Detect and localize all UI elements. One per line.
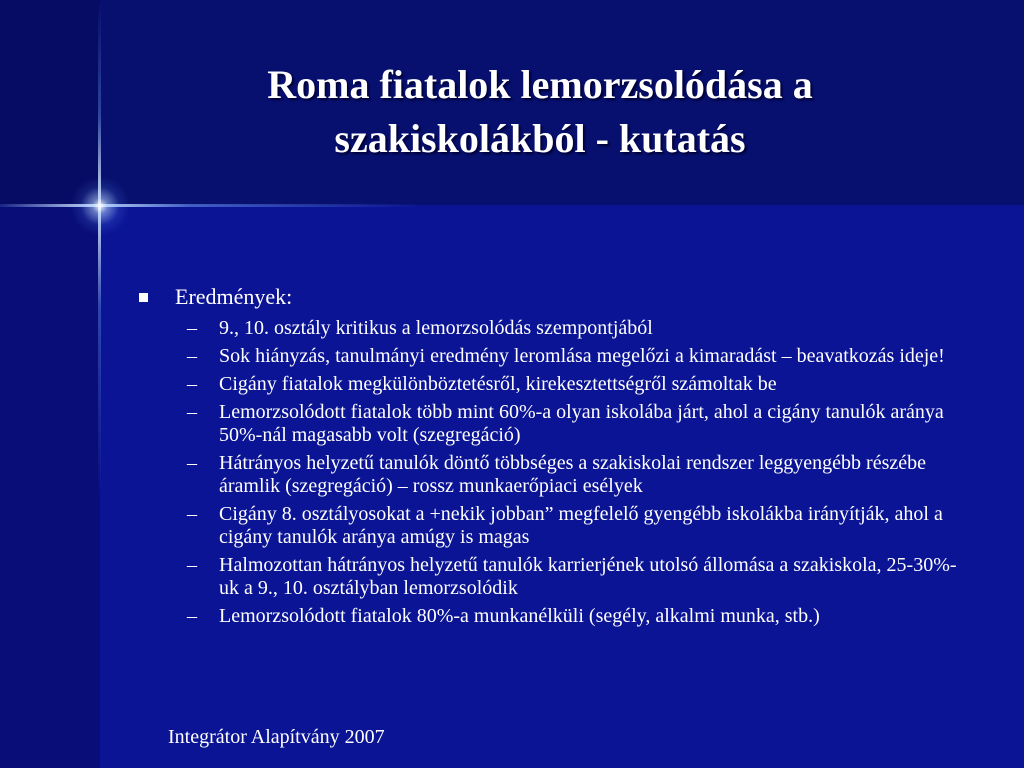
sub-bullet-item (135, 605, 975, 628)
slide-title-line-1: Roma fiatalok lemorzsolódása a (267, 62, 813, 107)
light-flare-vertical (98, 0, 101, 768)
sub-bullet-item (135, 373, 975, 396)
sub-bullet-item (135, 345, 975, 368)
sub-bullet-item (135, 503, 975, 549)
main-bullet-text: Eredmények: (175, 284, 293, 309)
slide-content (135, 283, 975, 633)
light-flare-star-icon (70, 176, 130, 236)
square-bullet-icon (139, 293, 148, 302)
dash-bullet: – (187, 452, 197, 474)
slide-title (110, 58, 970, 166)
dash-bullet: – (187, 503, 197, 525)
sub-bullet-text: Lemorzsolódott fiatalok 80%-a munkanélküli (segély, alkalmi munka, stb.) (219, 605, 820, 627)
sub-bullet-text: 9., 10. osztály kritikus a lemorzsolódás szempontjából (219, 317, 653, 339)
sub-bullet-item (135, 317, 975, 340)
dash-bullet: – (187, 401, 197, 423)
dash-bullet: – (187, 317, 197, 339)
sub-bullet-text: Cigány fiatalok megkülönböztetésről, kirekesztettségről számoltak be (219, 373, 777, 395)
dash-bullet: – (187, 373, 197, 395)
sub-bullet-text: Hátrányos helyzetű tanulók döntő többséges a szakiskolai rendszer leggyengébb részébe áramlik (szegregáció) – rossz munkaerőpiaci esélyek (219, 452, 926, 497)
dash-bullet: – (187, 554, 197, 576)
sub-bullet-item (135, 554, 975, 600)
slide-footer: Integrátor Alapítvány 2007 (168, 726, 385, 748)
sub-bullet-list (135, 317, 975, 628)
sub-bullet-text: Halmozottan hátrányos helyzetű tanulók karrierjének utolsó állomása a szakiskola, 25-30%-uk a 9., 10. osztályban lemorzsolódik (219, 554, 957, 599)
dash-bullet: – (187, 605, 197, 627)
corner-band (0, 0, 100, 205)
sub-bullet-item (135, 452, 975, 498)
dash-bullet: – (187, 345, 197, 367)
sub-bullet-item (135, 401, 975, 447)
slide-title-line-2: szakiskolákból - kutatás (334, 116, 746, 161)
main-bullet (135, 283, 975, 311)
sub-bullet-text: Lemorzsolódott fiatalok több mint 60%-a olyan iskolába járt, ahol a cigány tanulók aránya 50%-nál magasabb volt (szegregáció) (219, 401, 944, 446)
sub-bullet-text: Sok hiányzás, tanulmányi eredmény leromlása megelőzi a kimaradást – beavatkozás ideje! (219, 345, 945, 367)
sub-bullet-text: Cigány 8. osztályosokat a +nekik jobban” megfelelő gyengébb iskolákba irányítják, ahol a cigány tanulók aránya amúgy is magas (219, 503, 943, 548)
light-flare-horizontal (0, 204, 420, 207)
